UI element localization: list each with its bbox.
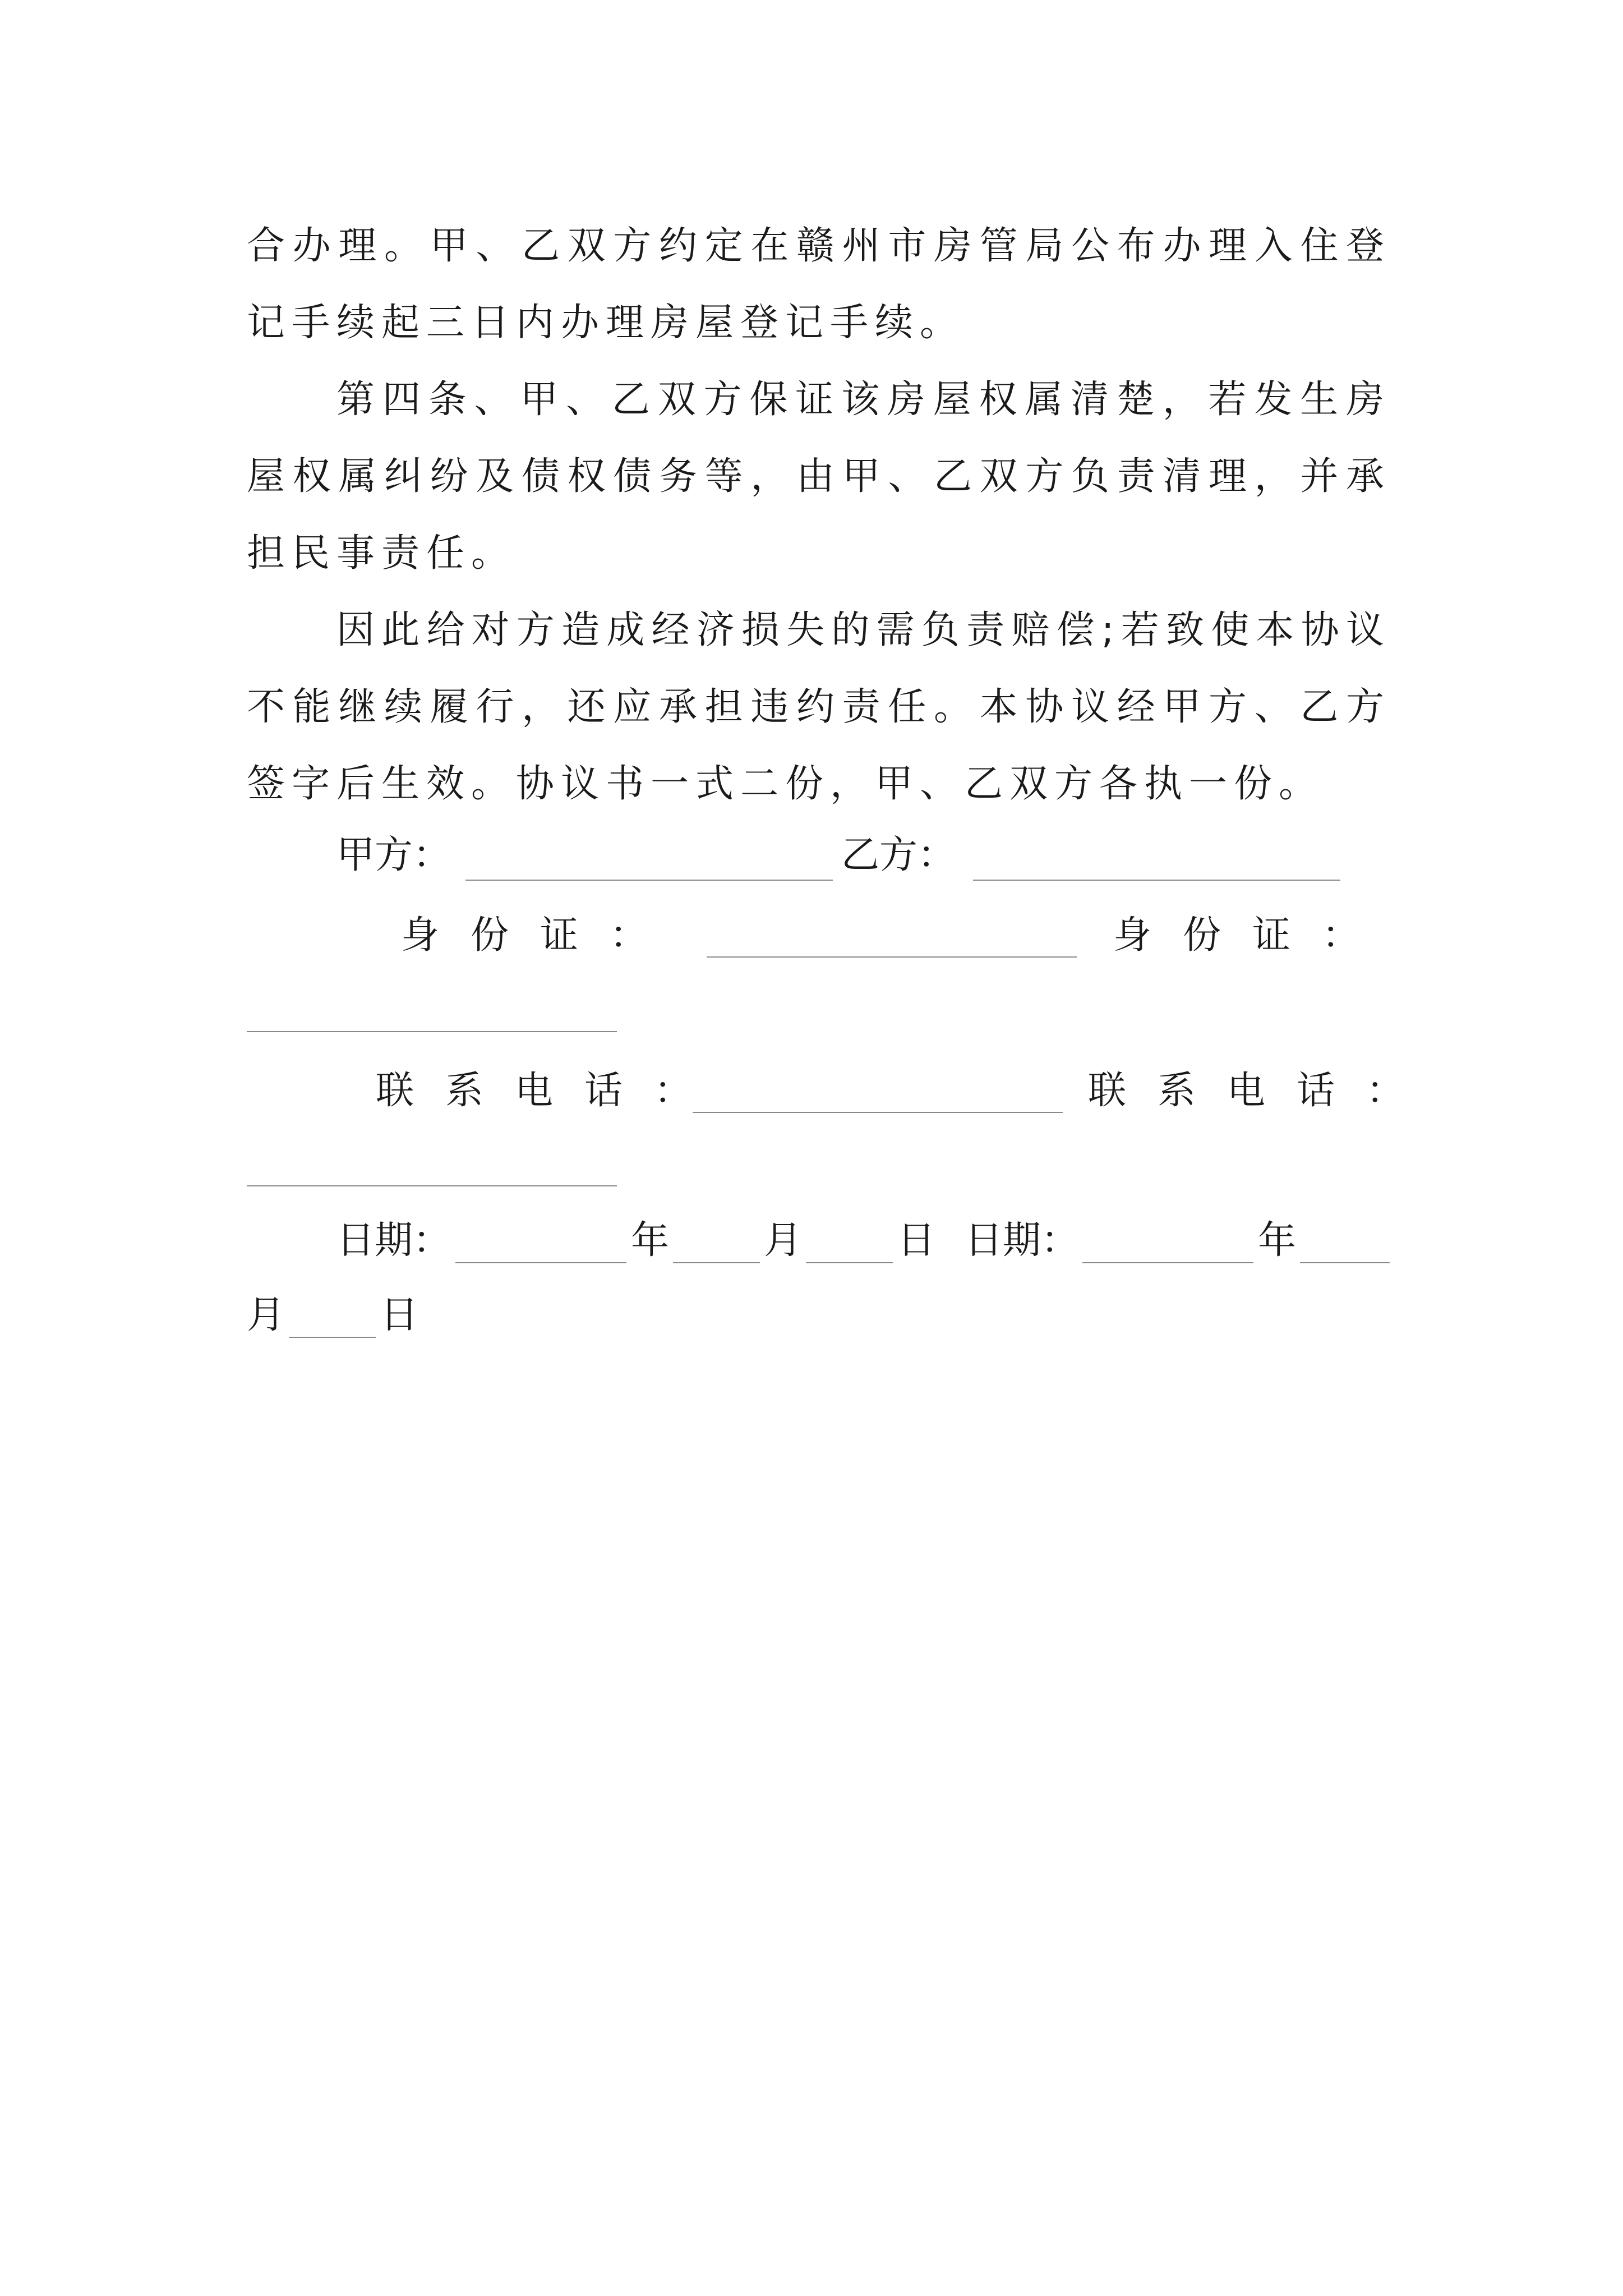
date-b-month-line[interactable] [1300,1262,1390,1263]
date-b-year-line[interactable] [1082,1262,1253,1263]
date-b-day-line[interactable] [289,1337,376,1338]
paragraph-article-four: 第四条、甲、乙双方保证该房屋权属清楚，若发生房屋权属纠纷及债权债务等，由甲、乙双方负责清理，并承担民事责任。 [247,378,1391,576]
party-a-signature-line[interactable] [465,880,833,881]
paragraph-liability: 因此给对方造成经济损失的需负责赔偿;若致使本协议不能继续履行，还应承担违约责任。本协议经甲方、乙方签字后生效。协议书一式二份，甲、乙双方各执一份。 [247,608,1391,806]
date-b-month-label: 月 [247,1293,285,1337]
id-label-a: 身份证： [401,913,680,958]
date-label-b: 日期： [965,1218,1080,1263]
date-label-a: 日期： [336,1218,451,1263]
date-a-day-line[interactable] [806,1262,893,1263]
phone-label-a: 联系电话： [376,1069,724,1113]
phone-label-b: 联系电话： [1088,1069,1436,1113]
paragraph-registration: 合办理。甲、乙双方约定在赣州市房管局公布办理入住登记手续起三日内办理房屋登记手续。 [247,224,1391,345]
date-a-year-label: 年 [631,1218,670,1263]
date-b-year-label: 年 [1258,1218,1297,1263]
phone-line-a[interactable] [693,1112,1063,1113]
party-a-label: 甲方： [336,833,451,877]
party-b-signature-line[interactable] [973,880,1340,881]
id-number-line-a[interactable] [707,956,1077,958]
agreement-body [247,208,1391,822]
date-a-day-label: 日 [897,1218,936,1263]
id-number-line-b[interactable] [247,1031,617,1032]
id-label-b: 身份证： [1113,913,1392,958]
date-b-day-label: 日 [380,1293,419,1337]
date-a-month-line[interactable] [673,1262,760,1263]
date-a-year-line[interactable] [455,1262,626,1263]
phone-line-b[interactable] [247,1185,617,1186]
party-b-label: 乙方： [841,833,956,877]
date-a-month-label: 月 [764,1218,803,1263]
